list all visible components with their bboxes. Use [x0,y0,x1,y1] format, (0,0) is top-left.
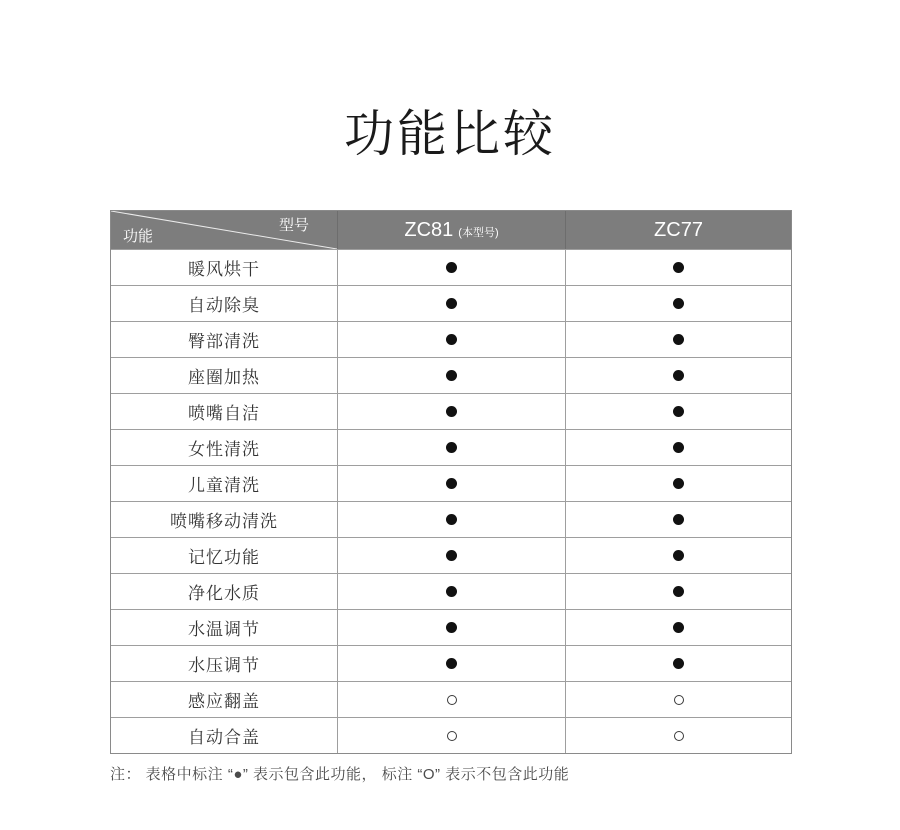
feature-included-dot-icon [673,658,684,669]
feature-included-dot-icon [446,514,457,525]
feature-not-included-circle-icon [447,695,457,705]
feature-included-dot-icon [673,586,684,597]
feature-label: 自动合盖 [111,718,338,753]
feature-label: 臀部清洗 [111,322,338,357]
feature-row [111,681,791,717]
column-header-zc81 [338,211,566,249]
zc77-value-cell [566,250,791,285]
zc77-value-cell [566,718,791,753]
feature-row [111,357,791,393]
feature-row [111,285,791,321]
feature-label: 水压调节 [111,646,338,681]
zc77-value-cell [566,538,791,573]
feature-included-dot-icon [446,478,457,489]
feature-included-dot-icon [673,478,684,489]
zc81-value-cell [338,430,566,465]
model-sub-zc81: (本型号) [458,226,499,239]
zc77-value-cell [566,646,791,681]
feature-included-dot-icon [446,298,457,309]
feature-included-dot-icon [446,370,457,381]
feature-included-dot-icon [446,262,457,273]
feature-not-included-circle-icon [447,731,457,741]
zc77-value-cell [566,574,791,609]
zc81-value-cell [338,322,566,357]
table-body [111,249,791,753]
feature-included-dot-icon [446,334,457,345]
feature-not-included-circle-icon [674,731,684,741]
feature-label: 喷嘴移动清洗 [111,502,338,537]
zc77-value-cell [566,430,791,465]
feature-included-dot-icon [673,442,684,453]
feature-included-dot-icon [446,406,457,417]
zc81-value-cell [338,538,566,573]
table-header-row [111,211,791,249]
zc81-value-cell [338,502,566,537]
feature-included-dot-icon [673,514,684,525]
feature-row [111,609,791,645]
model-name-zc81: ZC81 [404,218,454,241]
zc81-value-cell [338,286,566,321]
feature-included-dot-icon [673,370,684,381]
zc81-value-cell [338,646,566,681]
feature-label: 儿童清洗 [111,466,338,501]
feature-label: 水温调节 [111,610,338,645]
feature-row [111,573,791,609]
zc77-value-cell [566,502,791,537]
corner-label-model: 型号 [278,217,309,234]
feature-row [111,393,791,429]
feature-label: 记忆功能 [111,538,338,573]
feature-included-dot-icon [446,442,457,453]
feature-row [111,645,791,681]
feature-row [111,249,791,285]
zc81-value-cell [338,466,566,501]
zc81-value-cell [338,718,566,753]
feature-included-dot-icon [446,658,457,669]
feature-row [111,501,791,537]
feature-included-dot-icon [446,622,457,633]
model-name-zc77: ZC77 [654,218,703,241]
zc77-value-cell [566,286,791,321]
feature-included-dot-icon [673,622,684,633]
zc81-value-cell [338,682,566,717]
zc77-value-cell [566,394,791,429]
feature-included-dot-icon [673,334,684,345]
zc81-value-cell [338,394,566,429]
feature-included-dot-icon [446,550,457,561]
corner-label-feature: 功能 [123,228,154,245]
feature-row [111,537,791,573]
feature-label: 喷嘴自洁 [111,394,338,429]
feature-included-dot-icon [673,298,684,309]
feature-not-included-circle-icon [674,695,684,705]
column-header-zc77 [566,211,791,249]
feature-label: 自动除臭 [111,286,338,321]
zc77-value-cell [566,682,791,717]
zc81-value-cell [338,250,566,285]
feature-row [111,429,791,465]
feature-included-dot-icon [673,550,684,561]
zc77-value-cell [566,358,791,393]
feature-included-dot-icon [673,262,684,273]
feature-comparison-table [110,210,792,754]
feature-label: 座圈加热 [111,358,338,393]
feature-label: 感应翻盖 [111,682,338,717]
feature-label: 净化水质 [111,574,338,609]
zc77-value-cell [566,466,791,501]
feature-label: 暖风烘干 [111,250,338,285]
corner-header-cell [111,211,338,249]
legend-footnote: 注： 表格中标注 “●” 表示包含此功能， 标注 “O” 表示不包含此功能 [110,766,570,783]
feature-included-dot-icon [446,586,457,597]
zc77-value-cell [566,322,791,357]
feature-row [111,321,791,357]
zc77-value-cell [566,610,791,645]
feature-label: 女性清洗 [111,430,338,465]
zc81-value-cell [338,358,566,393]
zc81-value-cell [338,610,566,645]
page-title: 功能比较 [344,106,556,162]
feature-row [111,717,791,753]
feature-included-dot-icon [673,406,684,417]
zc81-value-cell [338,574,566,609]
feature-row [111,465,791,501]
